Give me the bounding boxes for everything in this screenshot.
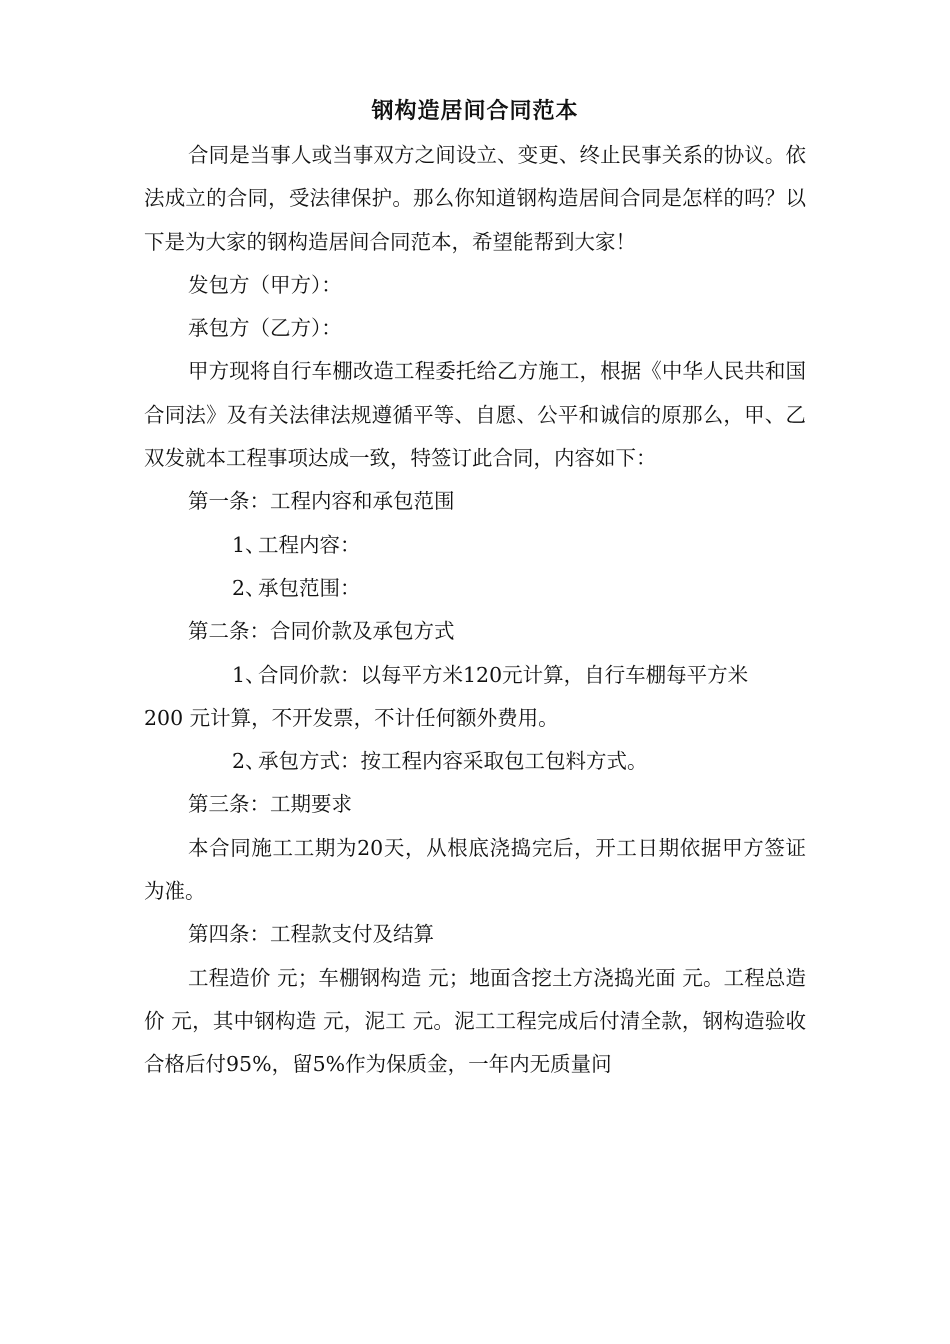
party-b-line: 承包方（乙方）： — [188, 316, 342, 341]
item-text: 工程内容： — [258, 532, 361, 557]
article-4-heading: 第四条：工程款支付及结算 — [188, 922, 434, 947]
item-text: 承包方式：按工程内容采取包工包料方式。 — [258, 749, 648, 774]
item-text: 承包范围： — [258, 575, 361, 600]
article-3-paragraph: 本合同施工工期为20天，从根底浇捣完后，开工日期依据甲方签证为准。 — [144, 835, 806, 904]
item-text: 合同价款：以每平方米120元计算，自行车棚每平方米 — [258, 662, 749, 687]
article-1-item-1 — [144, 524, 806, 567]
article-3-heading: 第三条：工期要求 — [188, 792, 352, 817]
document-title: 钢构造居间合同范本 — [371, 99, 579, 124]
intro-paragraph: 合同是当事人或当事双方之间设立、变更、终止民事关系的协议。依法成立的合同，受法律保护。那么你知道钢构造居间合同是怎样的吗？以下是为大家的钢构造居间合同范本，希望能帮到大家！ — [144, 143, 806, 254]
article-2-item-1-continued: 200 元计算，不开发票，不计任何额外费用。 — [144, 705, 559, 730]
item-number: 2、 — [232, 749, 266, 774]
article-2-item-1 — [144, 654, 806, 697]
article-2-heading: 第二条：合同价款及承包方式 — [188, 619, 455, 644]
article-1-item-2 — [144, 567, 806, 610]
item-number: 1、 — [232, 532, 266, 557]
preamble-paragraph: 甲方现将自行车棚改造工程委托给乙方施工，根据《中华人民共和国合同法》及有关法律法规遵循平等、自愿、公平和诚信的原那么，甲、乙双发就本工程事项达成一致，特签订此合同，内容如下： — [144, 359, 806, 471]
article-4-paragraph: 工程造价 元；车棚钢构造 元；地面含挖土方浇捣光面 元。工程总造价 元，其中钢构造 元，泥工 元。泥工工程完成后付清全款，钢构造验收合格后付95%，留5%作为保质金，一年内无质量问 — [144, 965, 806, 1077]
document-body — [144, 134, 806, 1087]
item-number: 1、 — [232, 662, 266, 687]
party-a-line: 发包方（甲方）： — [188, 272, 342, 297]
article-1-heading: 第一条：工程内容和承包范围 — [188, 489, 455, 514]
item-number: 2、 — [232, 575, 266, 600]
article-2-item-2 — [144, 740, 806, 783]
